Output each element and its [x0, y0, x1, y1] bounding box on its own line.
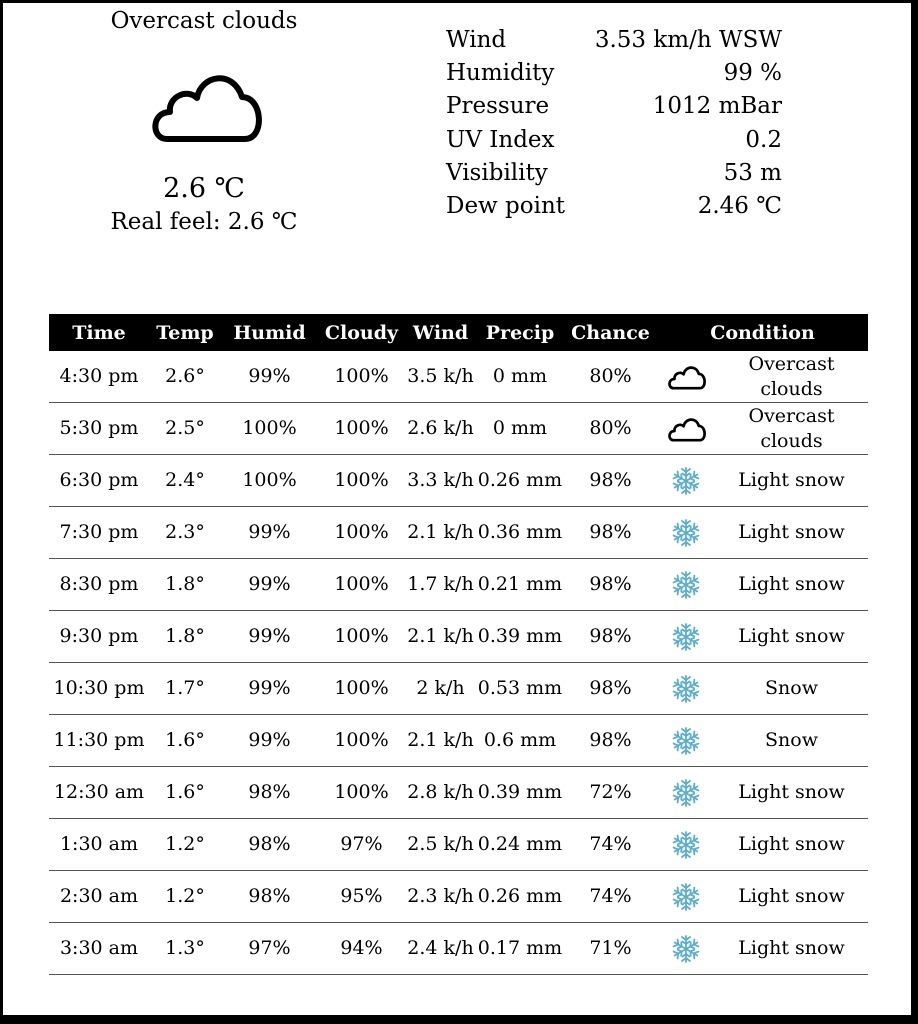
cell-precip: 0.26 mm	[476, 871, 564, 923]
snowflake-icon	[671, 518, 701, 548]
cell-temp: 1.6°	[149, 715, 221, 767]
cell-humid: 98%	[221, 819, 318, 871]
cell-condition-icon	[657, 611, 715, 663]
cell-condition: Light snow	[715, 611, 868, 663]
cell-chance: 98%	[564, 559, 657, 611]
cell-wind: 3.5 k/h	[405, 351, 476, 403]
current-conditions	[3, 3, 433, 253]
cell-condition: Snow	[715, 663, 868, 715]
cell-chance: 74%	[564, 819, 657, 871]
cloud-icon	[666, 363, 706, 391]
cell-condition-icon	[657, 403, 715, 455]
cell-time: 2:30 am	[49, 871, 149, 923]
cell-cloudy: 95%	[318, 871, 405, 923]
snowflake-icon	[671, 778, 701, 808]
cloud-icon	[666, 415, 706, 443]
table-row	[49, 871, 868, 923]
table-row	[49, 767, 868, 819]
detail-value: 3.53 km/h WSW	[594, 27, 782, 53]
header-cloudy: Cloudy	[324, 321, 399, 344]
snowflake-icon	[671, 466, 701, 496]
cell-cloudy: 100%	[318, 403, 405, 455]
detail-value: 99 %	[723, 60, 782, 87]
cell-humid: 100%	[221, 455, 318, 507]
cell-humid: 98%	[221, 871, 318, 923]
header-humid: Humid	[233, 321, 306, 344]
cell-chance: 80%	[564, 351, 657, 403]
cell-time: 6:30 pm	[49, 455, 149, 507]
detail-value: 0.2	[745, 126, 782, 153]
current-temperature: 2.6 ℃	[163, 173, 245, 204]
cell-time: 10:30 pm	[49, 663, 149, 715]
cell-condition: Light snow	[715, 923, 868, 975]
table-row	[49, 351, 868, 403]
cell-time: 5:30 pm	[49, 403, 149, 455]
cell-condition: Light snow	[715, 819, 868, 871]
cell-wind: 2.1 k/h	[405, 507, 476, 559]
cell-cloudy: 94%	[318, 923, 405, 975]
cell-cloudy: 100%	[318, 507, 405, 559]
cell-wind: 2 k/h	[405, 663, 476, 715]
table-row	[49, 715, 868, 767]
cell-precip: 0.53 mm	[476, 663, 564, 715]
snowflake-icon	[671, 882, 701, 912]
cell-time: 4:30 pm	[49, 351, 149, 403]
cell-temp: 1.8°	[149, 559, 221, 611]
snowflake-icon	[671, 726, 701, 756]
cell-temp: 2.6°	[149, 351, 221, 403]
cell-wind: 2.1 k/h	[405, 715, 476, 767]
weather-panel	[3, 3, 911, 1015]
real-feel: Real feel: 2.6 ℃	[110, 209, 298, 235]
cell-wind: 3.3 k/h	[405, 455, 476, 507]
cell-time: 8:30 pm	[49, 559, 149, 611]
detail-label: Wind	[446, 27, 507, 53]
cell-wind: 2.5 k/h	[405, 819, 476, 871]
cell-chance: 74%	[564, 871, 657, 923]
detail-label: UV Index	[446, 126, 555, 153]
cell-humid: 98%	[221, 767, 318, 819]
cell-humid: 99%	[221, 715, 318, 767]
cell-chance: 98%	[564, 611, 657, 663]
detail-row	[446, 190, 782, 223]
cell-time: 3:30 am	[49, 923, 149, 975]
cell-condition-icon	[657, 871, 715, 923]
detail-label: Pressure	[446, 93, 550, 120]
table-row	[49, 663, 868, 715]
header-wind: Wind	[412, 321, 469, 344]
table-row	[49, 819, 868, 871]
cell-time: 12:30 am	[49, 767, 149, 819]
table-row	[49, 611, 868, 663]
cell-condition-icon	[657, 767, 715, 819]
detail-row	[446, 57, 782, 90]
cell-condition: Overcast clouds	[715, 351, 868, 403]
cell-temp: 1.6°	[149, 767, 221, 819]
cell-wind: 2.8 k/h	[405, 767, 476, 819]
snowflake-icon	[671, 830, 701, 860]
cell-time: 11:30 pm	[49, 715, 149, 767]
detail-value: 1012 mBar	[652, 93, 782, 120]
cell-cloudy: 100%	[318, 663, 405, 715]
header-condition: Condition	[710, 321, 815, 344]
hourly-forecast-table	[49, 314, 868, 975]
detail-row	[446, 90, 782, 123]
cell-condition: Snow	[715, 715, 868, 767]
details-list	[446, 24, 782, 223]
cell-wind: 2.4 k/h	[405, 923, 476, 975]
cell-condition: Light snow	[715, 871, 868, 923]
cell-humid: 99%	[221, 663, 318, 715]
cell-humid: 99%	[221, 559, 318, 611]
cell-cloudy: 100%	[318, 715, 405, 767]
cell-condition-icon	[657, 923, 715, 975]
cell-time: 1:30 am	[49, 819, 149, 871]
cell-cloudy: 100%	[318, 351, 405, 403]
cell-temp: 1.2°	[149, 871, 221, 923]
cell-condition-icon	[657, 507, 715, 559]
current-condition-label: Overcast clouds	[110, 8, 298, 34]
cell-time: 9:30 pm	[49, 611, 149, 663]
cell-chance: 71%	[564, 923, 657, 975]
detail-row	[446, 157, 782, 190]
cell-temp: 2.3°	[149, 507, 221, 559]
cell-chance: 72%	[564, 767, 657, 819]
detail-label: Visibility	[446, 159, 548, 186]
detail-label: Dew point	[446, 192, 566, 219]
cell-condition: Light snow	[715, 559, 868, 611]
cell-chance: 98%	[564, 715, 657, 767]
cell-precip: 0 mm	[476, 351, 564, 403]
table-row	[49, 507, 868, 559]
cell-condition: Light snow	[715, 767, 868, 819]
cell-precip: 0.39 mm	[476, 767, 564, 819]
cell-condition-icon	[657, 455, 715, 507]
cell-chance: 98%	[564, 507, 657, 559]
cell-wind: 2.1 k/h	[405, 611, 476, 663]
detail-row	[446, 124, 782, 157]
snowflake-icon	[671, 934, 701, 964]
cell-cloudy: 100%	[318, 559, 405, 611]
cell-condition-icon	[657, 663, 715, 715]
header-time: Time	[72, 321, 126, 344]
snowflake-icon	[671, 674, 701, 704]
cell-chance: 98%	[564, 455, 657, 507]
cell-humid: 97%	[221, 923, 318, 975]
snowflake-icon	[671, 622, 701, 652]
cell-condition: Light snow	[715, 455, 868, 507]
cell-humid: 99%	[221, 351, 318, 403]
cloud-icon	[145, 65, 263, 147]
cell-humid: 100%	[221, 403, 318, 455]
cell-cloudy: 97%	[318, 819, 405, 871]
table-row	[49, 455, 868, 507]
cell-precip: 0.21 mm	[476, 559, 564, 611]
detail-value: 2.46 ℃	[697, 192, 782, 219]
cell-temp: 1.2°	[149, 819, 221, 871]
cell-time: 7:30 pm	[49, 507, 149, 559]
header-precip: Precip	[485, 321, 555, 344]
cell-chance: 80%	[564, 403, 657, 455]
table-row	[49, 559, 868, 611]
table-row	[49, 923, 868, 975]
detail-label: Humidity	[446, 60, 555, 87]
cell-precip: 0.24 mm	[476, 819, 564, 871]
snowflake-icon	[671, 570, 701, 600]
cell-temp: 2.5°	[149, 403, 221, 455]
cell-precip: 0.6 mm	[476, 715, 564, 767]
table-row	[49, 403, 868, 455]
cell-wind: 1.7 k/h	[405, 559, 476, 611]
cell-condition-icon	[657, 715, 715, 767]
cell-chance: 98%	[564, 663, 657, 715]
header-chance: Chance	[571, 321, 650, 344]
cell-temp: 1.3°	[149, 923, 221, 975]
cell-condition-icon	[657, 819, 715, 871]
cell-precip: 0.36 mm	[476, 507, 564, 559]
cell-cloudy: 100%	[318, 767, 405, 819]
cell-cloudy: 100%	[318, 455, 405, 507]
cell-precip: 0 mm	[476, 403, 564, 455]
cell-condition: Light snow	[715, 507, 868, 559]
detail-value: 53 m	[723, 159, 782, 186]
cell-precip: 0.39 mm	[476, 611, 564, 663]
cell-condition-icon	[657, 351, 715, 403]
cell-precip: 0.26 mm	[476, 455, 564, 507]
cell-wind: 2.3 k/h	[405, 871, 476, 923]
cell-humid: 99%	[221, 507, 318, 559]
cell-temp: 1.7°	[149, 663, 221, 715]
cell-precip: 0.17 mm	[476, 923, 564, 975]
table-header-row	[49, 314, 868, 351]
cell-humid: 99%	[221, 611, 318, 663]
cell-wind: 2.6 k/h	[405, 403, 476, 455]
cell-temp: 1.8°	[149, 611, 221, 663]
cell-temp: 2.4°	[149, 455, 221, 507]
cell-cloudy: 100%	[318, 611, 405, 663]
cell-condition-icon	[657, 559, 715, 611]
cell-condition: Overcast clouds	[715, 403, 868, 455]
detail-row	[446, 24, 782, 57]
header-temp: Temp	[156, 321, 214, 344]
